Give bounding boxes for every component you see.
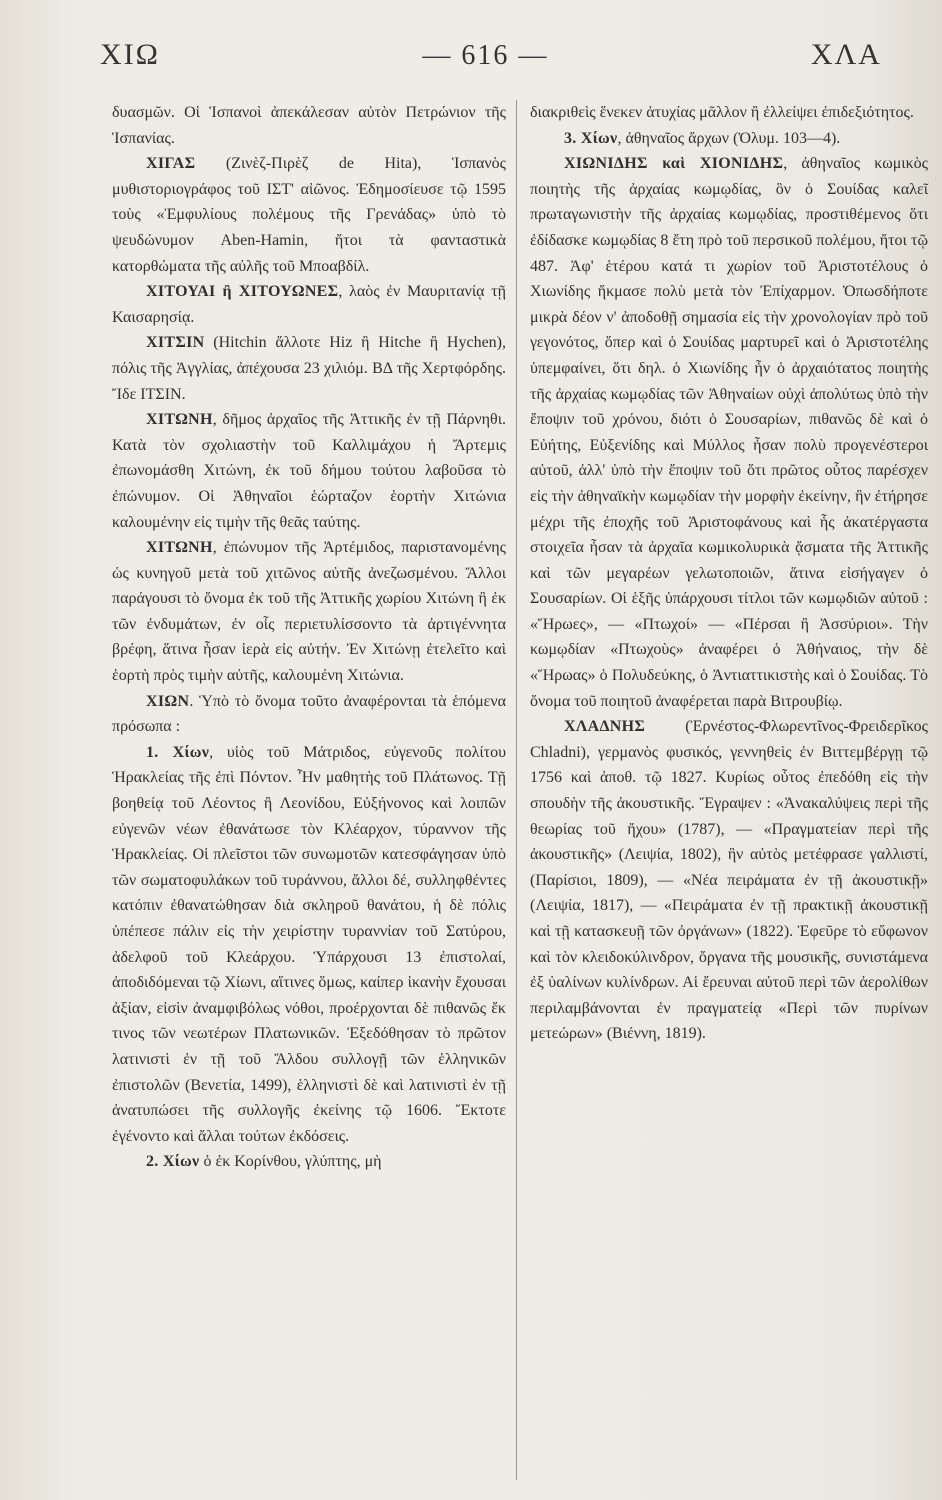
entry-headword: ΧΙΤΩΝΗ xyxy=(146,411,213,429)
entry-headword: 3. Χίων xyxy=(564,129,618,147)
entry-headword: ΧΙΤΩΝΗ xyxy=(146,539,213,557)
entry-headword: ΧΙΓΑΣ xyxy=(146,155,196,173)
dictionary-entry xyxy=(530,126,928,152)
dictionary-entry xyxy=(112,1149,506,1175)
entry-headword: ΧΙΤΟΥΑΙ ἢ ΧΙΤΟΥΩΝΕΣ xyxy=(146,283,339,301)
entry-text: , λαὸς ἐν Μαυριτανίᾳ τῇ Καισαρησίᾳ. xyxy=(112,283,507,326)
header-right-keyword: ΧΛΑ xyxy=(810,38,882,71)
dictionary-entry xyxy=(530,100,928,126)
entry-headword: ΧΙΩΝΙΔΗΣ καὶ ΧΙΟΝΙΔΗΣ xyxy=(564,155,784,173)
entry-headword: 1. Χίων xyxy=(146,743,210,761)
entry-headword: ΧΛΑΔΝΗΣ xyxy=(564,718,646,736)
dictionary-entry xyxy=(112,740,506,1150)
entry-text: διακριθεὶς ἕνεκεν ἀτυχίας μᾶλλον ἢ ἐλλείψει ἐπιδεξιότητος. xyxy=(530,104,914,121)
dictionary-entry xyxy=(112,689,506,740)
column-divider xyxy=(516,100,517,1480)
entry-text: , ἀθηναῖος ἄρχων (Ὀλυμ. 103—4). xyxy=(617,129,841,147)
dictionary-entry xyxy=(112,100,506,151)
entry-text: , δῆμος ἀρχαῖος τῆς Ἀττικῆς ἐν τῇ Πάρνηθι. Κατὰ τὸν σχολιαστὴν τοῦ Καλλιμάχου ἡ Ἄρτεμις ἐπωνομάσθη Χιτώνη, ἐκ τοῦ δήμου τούτου λαβοῦσα τὸ ἐπώνυμον. Οἱ Ἀθηναῖοι ἑώρταζον ἑορτὴν Χιτώνια καλουμένην εἰς τιμὴν τῆς θεᾶς ταύτης. xyxy=(112,411,506,531)
running-header xyxy=(100,38,882,72)
dictionary-entry xyxy=(530,714,928,1047)
entry-text: , υἱὸς τοῦ Μάτριδος, εὐγενοῦς πολίτου Ἡρακλείας τῆς ἐπὶ Πόντον. Ἦν μαθητὴς τοῦ Πλάτωνος. Τῇ βοηθείᾳ τοῦ Λέοντος ἢ Λεονίδου, Εὐξήνονος καὶ λοιπῶν εὐγενῶν νέων ἐθανάτωσε τὸν Κλέαρχον, τύραννον τῆς Ἡρακλείας. Οἱ πλεῖστοι τῶν συνωμοτῶν κατεσφάγησαν ὑπὸ τῶν σωματοφυλάκων τοῦ τυράννου, ἄλλοι δέ, συλληφθέντες κατόπιν ἐθανατώθησαν διὰ σκληροῦ θανάτου, ἡ δὲ πόλις ὑπέπεσε πάλιν εἰς τὴν χειρίστην τυραννίαν τοῦ Σατύρου, ἀδελφοῦ τοῦ Κλεάρχου. Ὑπάρχουσι 13 ἐπιστολαί, ἀποδιδόμεναι τῷ Χίωνι, αἵτινες ὅμως, καίπερ ἱκανὴν ἔχουσαι ἀξίαν, εἰσὶν ἀναμφιβόλως νόθοι, προέρχονται δὲ πιθανῶς ἔκ τινος τῶν νεωτέρων Πλατωνικῶν. Ἐξεδόθησαν τὸ πρῶτον λατινιστὶ ἐν τῇ τοῦ Ἄλδου συλλογῇ τῶν ἑλληνικῶν ἐπιστολῶν (Βενετία, 1499), ἑλληνιστὶ δὲ καὶ λατινιστὶ ἐν τῇ ἀνατυπώσει τῆς συλλογῆς ἐκείνης τῷ 1606. Ἔκτοτε ἐγένοντο καὶ ἄλλαι τούτων ἐκδόσεις. xyxy=(112,743,506,1145)
entry-text: , ἀθηναῖος κωμικὸς ποιητὴς τῆς ἀρχαίας κωμῳδίας, ὃν ὁ Σουίδας καλεῖ πρωταγωνιστὴν τῆς ἀρχαίας κωμῳδίας, προστιθέμενος ὅτι ἐδίδασκε κωμῳδίας 8 ἔτη πρὸ τοῦ περσικοῦ πολέμου, ἤτοι τῷ 487. Ἀφ' ἑτέρου κατά τι χωρίον τοῦ Ἀριστοτέλους ὁ Χιωνίδης ἤκμασε πολὺ μετὰ τὸν Ἐπίχαρμον. Ὁπωσδήποτε μικρὰ δέον ν' ἀποδοθῇ σημασία εἰς τὴν χρονολογίαν πρὸ τοῦ γεγονότος, ὅπερ καὶ ὁ Σουίδας μαρτυρεῖ καὶ ὁ Ἀριστοτέλης ὑπεμφαίνει, ὅτι δηλ. ὁ Χιωνίδης ἦν ὁ ἀρχαιότατος ποιητὴς τῆς ἀρχαίας κωμῳδίας τῶν Ἀθηναίων οὐχὶ ἀπολύτως ὑπὸ τὴν ἔποψιν τοῦ χρόνου, διότι ὁ Σουσαρίων, πιθανῶς δὲ καὶ ὁ Εὐήτης, Εὐξενίδης καὶ Μύλλος ἦσαν πολὺ προγενέστεροι αὐτοῦ, ἀλλ' ὑπὸ τὴν ἔποψιν τοῦ ὅτι πρῶτος οὗτος παρέσχεν εἰς τὴν ἀθηναϊκὴν κωμῳδίαν τὴν μορφὴν ἐκείνην, ἣν ἐτήρησε μέχρι τῆς ἐποχῆς τοῦ Ἀριστοφάνους καὶ ἧς ἀκατέργαστα στοιχεῖα ἦσαν τὰ ἀρχαῖα κωμικολυρικὰ ᾄσματα τῆς Ἀττικῆς καὶ τῶν μεγαρέων γελωτοποιῶν, ἅτινα εἰσήγαγεν ὁ Σουσαρίων. Οἱ ἑξῆς ὑπάρχουσι τίτλοι τῶν κωμῳδιῶν αὐτοῦ : «Ἥρωες», — «Πτωχοί» — «Πέρσαι ἢ Ἀσσύριοι». Τὴν κωμῳδίαν «Πτωχοὺς» ἀναφέρει ὁ Ἀθήναιος, τὴν δὲ «Ἥρωας» ὁ Πολυδεύκης, ὁ Ἀντιαττικιστὴς καὶ ὁ Σουίδας. Τὸ ὄνομα τοῦ ποιητοῦ ἀναφέρεται παρὰ Βιτρουβίῳ. xyxy=(530,155,928,710)
right-column xyxy=(530,100,928,1047)
entry-text: ὁ ἐκ Κορίνθου, γλύπτης, μὴ xyxy=(199,1153,382,1171)
dictionary-entry xyxy=(530,151,928,714)
page-number: — 616 — xyxy=(422,40,549,71)
dictionary-entry xyxy=(112,535,506,689)
dictionary-entry xyxy=(112,151,506,279)
entry-headword: ΧΙΩΝ xyxy=(146,692,190,710)
dictionary-entry xyxy=(112,279,506,330)
entry-headword: 2. Χίων xyxy=(146,1153,200,1171)
entry-text: , ἐπώνυμον τῆς Ἀρτέμιδος, παριστανομένης ὡς κυνηγοῦ μετὰ τοῦ χιτῶνος αὐτῆς ἀνεζωσμένου. Ἄλλοι παράγουσι τὸ ὄνομα ἐκ τοῦ τῆς Ἀττικῆς χωρίου Χιτώνη ἢ ἐκ τῶν ἐνδυμάτων, ἐν οἷς περιετυλίσσοντο τὰ ἀρτιγέννητα βρέφη, ἅτινα ἦσαν ἱερὰ εἰς αὐτήν. Ἐν Χιτώνῃ ἐτελεῖτο καὶ ἑορτὴ πρὸς τιμὴν αὐτῆς, καλουμένη Χιτώνια. xyxy=(112,539,506,685)
entry-text: (Ἐρνέστος-Φλωρεντῖνος-Φρειδερῖκος Chladni), γερμανὸς φυσικός, γεννηθεὶς ἐν Βιττεμβέργῃ τῷ 1756 καὶ ἀποθ. τῷ 1827. Κυρίως οὗτος ἐπεδόθη εἰς τὴν σπουδὴν τῆς ἀκουστικῆς. Ἔγραψεν : «Ἀνακαλύψεις περὶ τῆς θεωρίας τοῦ ἤχου» (1787), — «Πραγματείαν περὶ τῆς ἀκουστικῆς» (Λειψία, 1802), ἣν αὐτὸς μετέφρασε γαλλιστί, (Παρίσιοι, 1809), — «Νέα πειράματα ἐν τῇ ἀκουστικῇ» (Λειψία, 1817), — «Πειράματα ἐν τῇ πρακτικῇ ἀκουστικῇ καὶ τῇ κατασκευῇ τῶν ὀργάνων» (1822). Ἐφεῦρε τὸ εὔφωνον καὶ τὸν κλειδοκύλινδρον, ὄργανα τῆς μουσικῆς, συνιστάμενα ἐξ ὑαλίνων κυλίνδρων. Αἱ ἔρευναι αὐτοῦ περὶ τῶν ἀερολίθων περιλαμβάνονται ἐν πραγματείᾳ «Περὶ τῶν πυρίνων μετεώρων» (Βιέννη, 1819). xyxy=(530,718,928,1043)
dictionary-entry xyxy=(112,330,506,407)
entry-text: δυασμῶν. Οἱ Ἱσπανοὶ ἀπεκάλεσαν αὐτὸν Πετρώνιον τῆς Ἱσπανίας. xyxy=(112,104,506,147)
header-left-keyword: ΧΙΩ xyxy=(100,38,160,71)
left-column xyxy=(112,100,506,1175)
entry-headword: ΧΙΤΣΙΝ xyxy=(146,334,205,352)
dictionary-entry xyxy=(112,407,506,535)
entry-text: (Ζινὲζ-Πιρὲζ de Hita), Ἱσπανὸς μυθιστοριογράφος τοῦ ΙΣΤ' αἰῶνος. Ἐδημοσίευσε τῷ 1595 τοὺς «Ἐμφυλίους πολέμους τῆς Γρενάδας» ὑπὸ τὸ ψευδώνυμον Aben-Hamin, ἤτοι τὰ φανταστικὰ κατορθώματα τῆς αὐλῆς τοῦ Μποαβδίλ. xyxy=(112,155,506,275)
entry-text: (Hitchin ἄλλοτε Hiz ἢ Hitche ἢ Hychen), πόλις τῆς Ἀγγλίας, ἀπέχουσα 23 χιλιόμ. ΒΔ τῆς Χερτφόρδης. Ἴδε ΙΤΣΙΝ. xyxy=(112,334,506,403)
entry-text: . Ὑπὸ τὸ ὄνομα τοῦτο ἀναφέρονται τὰ ἑπόμενα πρόσωπα : xyxy=(112,692,506,736)
